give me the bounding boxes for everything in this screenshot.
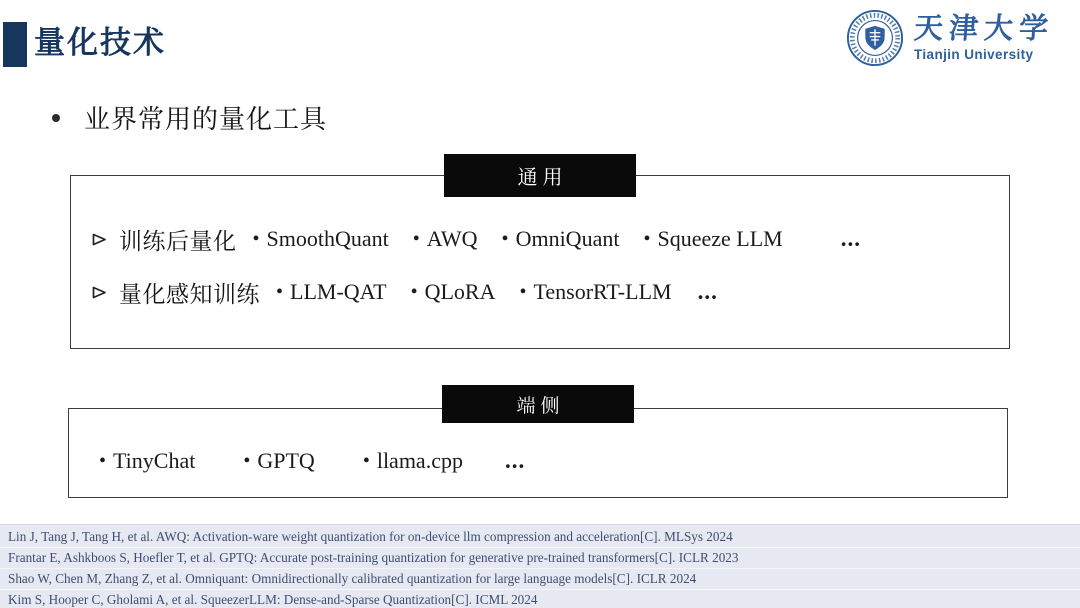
university-name-cn: 天津大学 (912, 12, 1056, 45)
university-logo (846, 9, 1054, 67)
arrow-bullet-icon (91, 232, 108, 247)
ellipsis: ... (504, 448, 526, 473)
bullet-heading (52, 99, 327, 136)
bullet-dot-icon (52, 114, 60, 122)
tool-item: • GPTQ (243, 448, 314, 474)
panel-label-general: 通用 (444, 154, 636, 197)
reference-row: Kim S, Hooper C, Gholami A, et al. SqueezerLLM: Dense-and-Sparse Quantization[C]. ICML 2024 (0, 589, 1080, 608)
panel-label-edge: 端侧 (442, 385, 634, 423)
tool-item: • TinyChat (99, 448, 195, 474)
university-name (912, 12, 1056, 62)
tianjin-university-seal-icon (846, 9, 904, 67)
tool-item: • LLM-QAT (276, 279, 387, 305)
tool-items (253, 226, 783, 252)
tool-item: • Squeeze LLM (643, 226, 782, 252)
tool-item: • QLoRA (411, 279, 496, 305)
panel-general (70, 167, 1010, 349)
tool-item: • llama.cpp (363, 448, 463, 474)
bullet-heading-text: 业界常用的量化工具 (84, 104, 328, 134)
ellipsis: ... (697, 279, 718, 304)
reference-row: Shao W, Chen M, Zhang Z, et al. Omniquant: Omnidirectionally calibrated quantization for large language models[C]. ICLR 2024 (0, 568, 1080, 589)
references (0, 524, 1080, 608)
tool-item: • AWQ (413, 226, 478, 252)
tool-item: • OmniQuant (502, 226, 620, 252)
arrow-bullet-icon (91, 285, 108, 300)
title-accent-square (3, 22, 27, 67)
tool-items (99, 448, 463, 474)
tool-items (276, 279, 672, 305)
reference-row: Lin J, Tang J, Tang H, et al. AWQ: Activation-ware weight quantization for on-device llm compression and acceleration[C]. MLSys 2024 (8, 529, 733, 544)
panel-edge (68, 395, 1008, 498)
ellipsis: ... (840, 226, 861, 251)
row-edge-tools (99, 446, 525, 476)
row-heading: 量化感知训练 (119, 280, 260, 307)
row-post-training-quantization (91, 224, 861, 254)
page-title: 量化技术 (34, 25, 166, 60)
row-quantization-aware-training (91, 277, 718, 307)
university-name-en: Tianjin University (913, 46, 1034, 62)
tool-item: • TensorRT-LLM (519, 279, 671, 305)
reference-row: Frantar E, Ashkboos S, Hoefler T, et al. GPTQ: Accurate post-training quantization for generative pre-trained transformers[C]. ICLR 2023 (0, 547, 1080, 568)
tool-item: • SmoothQuant (253, 226, 389, 252)
row-heading: 训练后量化 (119, 227, 237, 254)
